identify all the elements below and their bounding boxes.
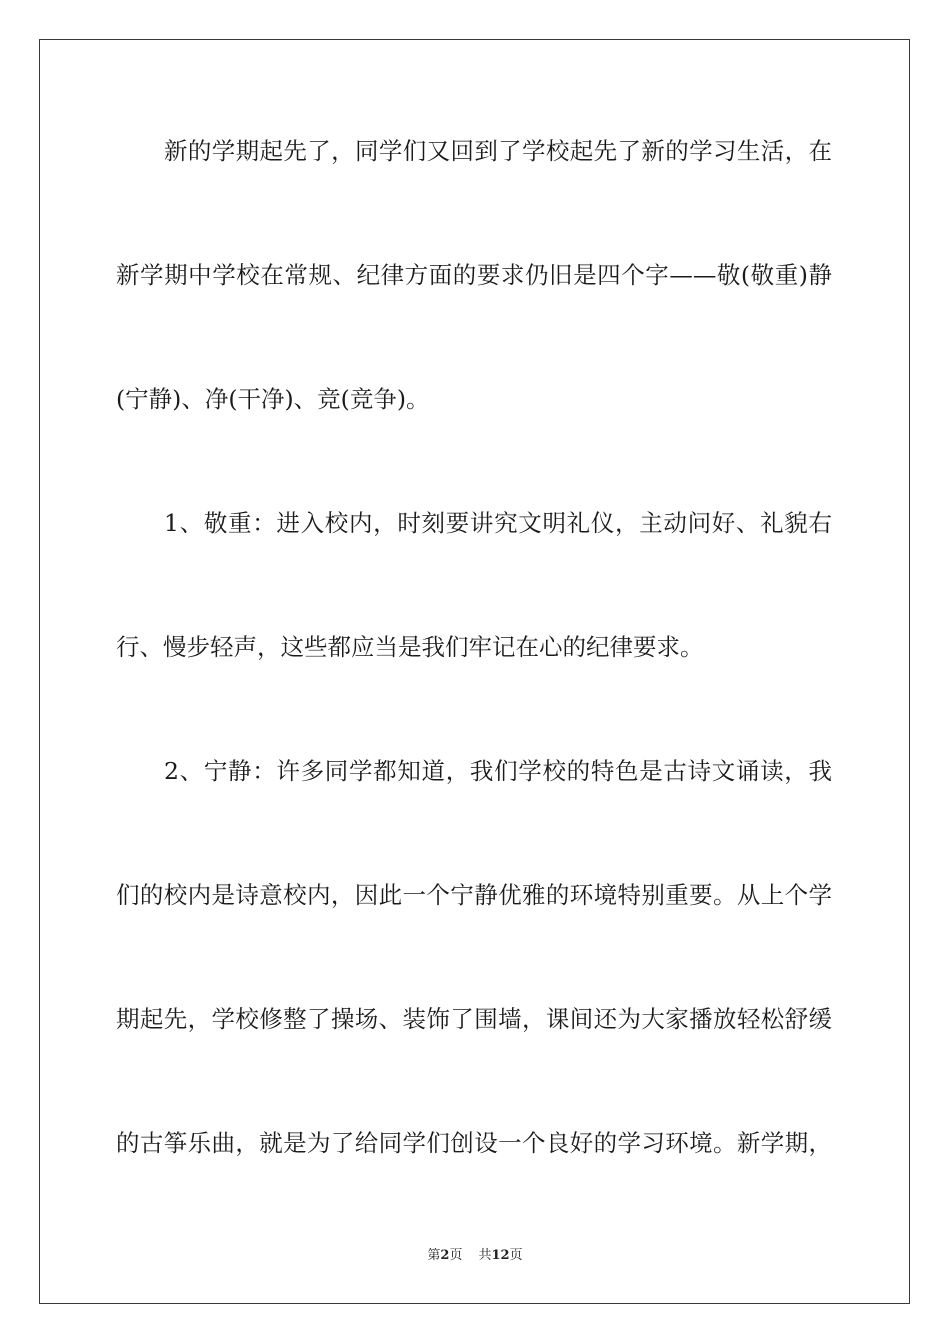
page-number: 2 <box>440 1248 450 1263</box>
page-border <box>39 39 910 1304</box>
text-line: (宁静)、净(干净)、竞(竞争)。 <box>116 385 430 413</box>
text-line: 1、敬重：进入校内，时刻要讲究文明礼仪，主动问好、礼貌右 <box>164 509 832 537</box>
total-suffix: 页 <box>509 1248 523 1263</box>
text-line: 行、慢步轻声，这些都应当是我们牢记在心的纪律要求。 <box>116 633 704 661</box>
text-line: 新的学期起先了，同学们又回到了学校起先了新的学习生活，在 <box>164 137 832 165</box>
total-prefix: 共 <box>478 1248 492 1263</box>
text-line: 的古筝乐曲，就是为了给同学们创设一个良好的学习环境。新学期， <box>116 1129 832 1157</box>
text-line: 们的校内是诗意校内，因此一个宁静优雅的环境特别重要。从上个学 <box>116 881 832 909</box>
text-line: 新学期中学校在常规、纪律方面的要求仍旧是四个字——敬(敬重)静 <box>116 261 832 289</box>
text-line: 2、宁静：许多同学都知道，我们学校的特色是古诗文诵读，我 <box>164 757 832 785</box>
page-footer <box>0 1244 950 1263</box>
total-pages: 12 <box>491 1248 510 1263</box>
text-line: 期起先，学校修整了操场、装饰了围墙，课间还为大家播放轻松舒缓 <box>116 1005 832 1033</box>
page-suffix: 页 <box>449 1248 463 1263</box>
page-prefix: 第 <box>427 1248 441 1263</box>
